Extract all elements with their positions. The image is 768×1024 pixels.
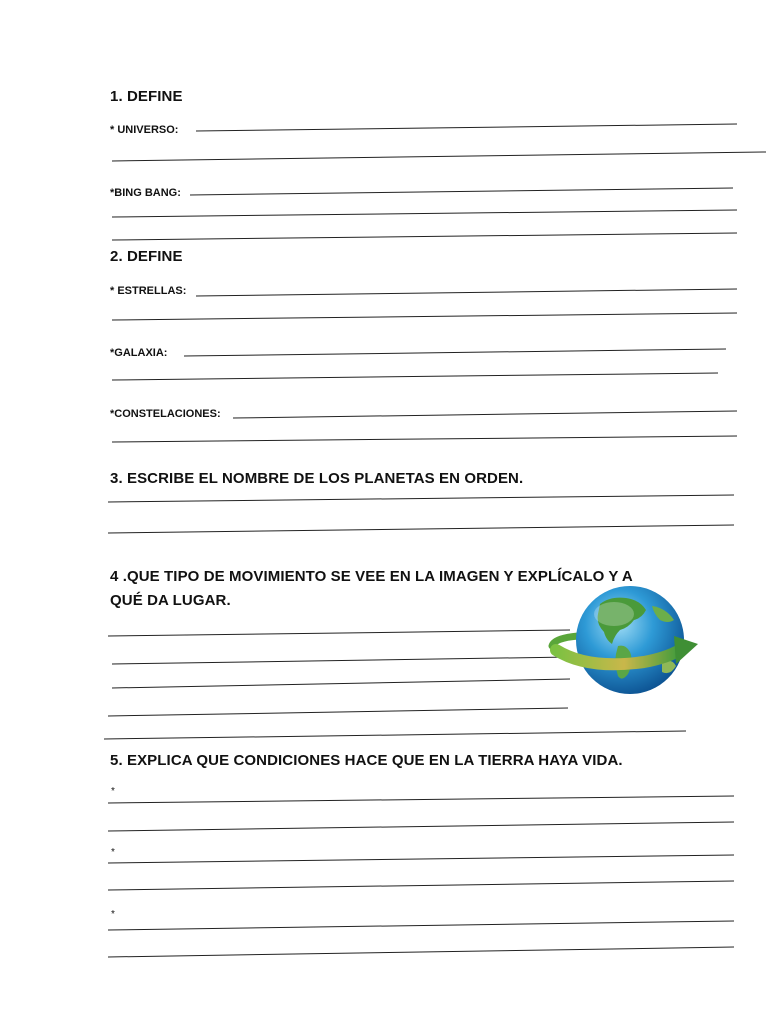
label-estrellas: * ESTRELLAS: xyxy=(110,285,187,297)
answer-line xyxy=(184,349,726,356)
answer-line xyxy=(108,822,734,831)
answer-line xyxy=(112,313,737,320)
answer-line xyxy=(108,708,568,716)
answer-line xyxy=(112,679,570,688)
answer-line xyxy=(108,921,734,930)
answer-line xyxy=(108,947,734,957)
label-big-bang: *BING BANG: xyxy=(110,187,181,199)
answer-line xyxy=(108,630,570,636)
bullet-3: * xyxy=(111,909,115,920)
label-galaxia: *GALAXIA: xyxy=(110,347,168,359)
q2-title: 2. DEFINE xyxy=(110,248,183,265)
earth-globe-rotation-arrow-icon xyxy=(548,584,700,696)
label-universo: * UNIVERSO: xyxy=(110,124,179,136)
q3-title: 3. ESCRIBE EL NOMBRE DE LOS PLANETAS EN ORDEN. xyxy=(110,470,524,487)
bullet-2: * xyxy=(111,847,115,858)
answer-line xyxy=(112,210,737,217)
answer-line xyxy=(112,436,737,442)
answer-line xyxy=(196,289,737,296)
answer-line xyxy=(108,855,734,863)
answer-line xyxy=(104,731,686,739)
label-constelaciones: *CONSTELACIONES: xyxy=(110,408,221,420)
q4-title-line2: QUÉ DA LUGAR. xyxy=(110,592,231,609)
answer-line xyxy=(233,411,737,418)
answer-line xyxy=(108,495,734,502)
q1-title: 1. DEFINE xyxy=(110,88,183,105)
answer-line xyxy=(108,881,734,890)
answer-line xyxy=(196,124,737,131)
answer-line xyxy=(112,373,718,380)
q5-title: 5. EXPLICA QUE CONDICIONES HACE QUE EN LA TIERRA HAYA VIDA. xyxy=(110,752,623,769)
bullet-1: * xyxy=(111,786,115,797)
q4-title-line1: 4 .QUE TIPO DE MOVIMIENTO SE VEE EN LA IMAGEN Y EXPLÍCALO Y A xyxy=(110,568,633,585)
answer-line xyxy=(108,796,734,803)
answer-line xyxy=(112,233,737,240)
answer-line xyxy=(112,657,570,664)
answer-line xyxy=(190,188,733,195)
answer-line xyxy=(112,152,766,161)
answer-line xyxy=(108,525,734,533)
